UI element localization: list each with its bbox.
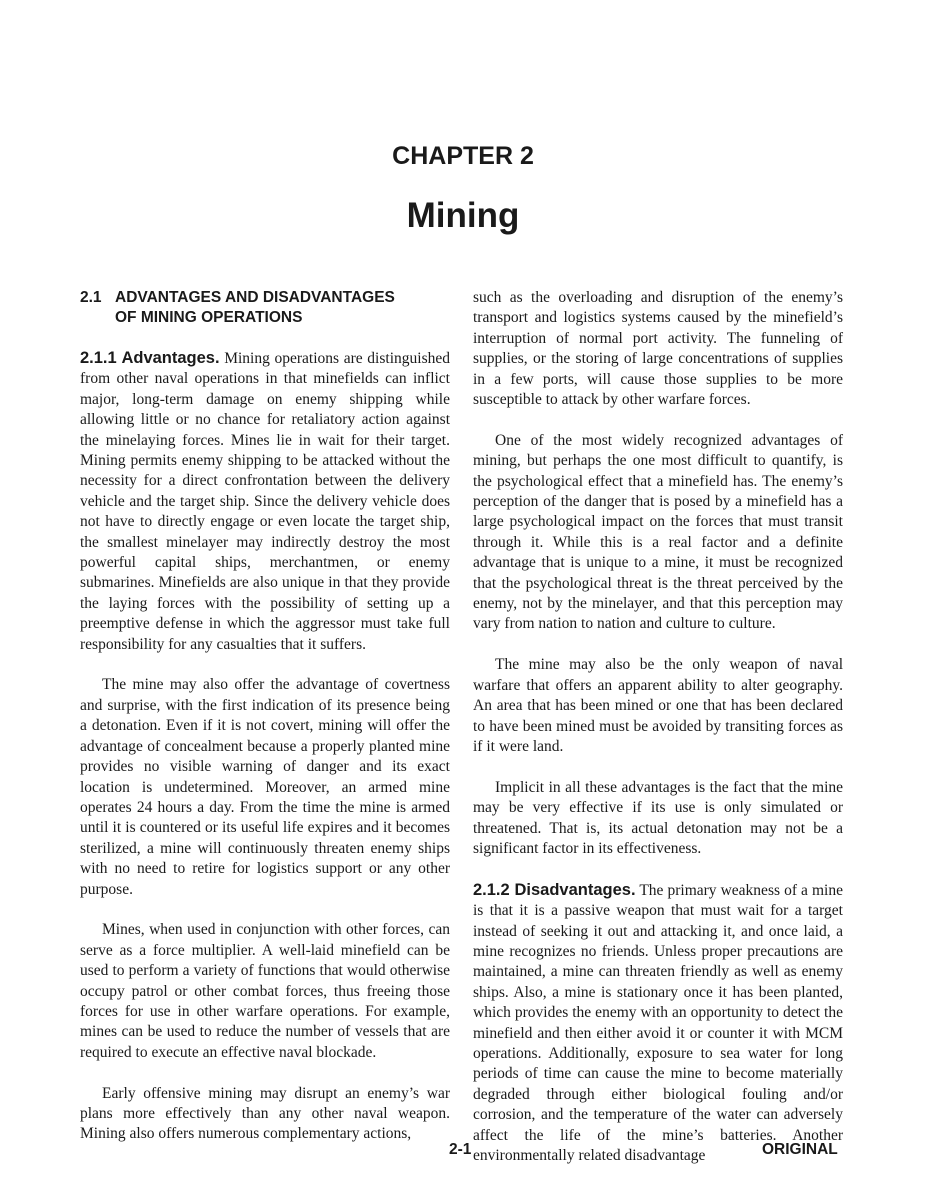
body-paragraph: Mines, when used in conjunction with other forces, can serve as a force multiplier. A well-laid minefield can be used to perform a variety of functions that would otherwise occupy patrol or other combat forces, thus freeing those forces for use in other warfare operations. For example, mines can be used to reduce the number of vessels that are required to execute an effective naval blockade.	[80, 921, 450, 1061]
chapter-label: CHAPTER 2	[392, 142, 534, 170]
disadvantages-heading: 2.1.2 Disadvantages.	[473, 880, 636, 899]
document-status: ORIGINAL	[762, 1141, 838, 1158]
chapter-title: Mining	[406, 196, 520, 235]
left-column	[80, 288, 450, 1165]
continuation-paragraph: such as the overloading and disruption of the enemy’s transport and logistics systems caused by the minefield’s interruption of normal port activity. The funneling of supplies, or the storing of large concentrations of supplies in a few ports, will cause those supplies to be more susceptible to attack by other warfare forces.	[473, 289, 843, 409]
body-paragraph: One of the most widely recognized advantages of mining, but perhaps the one most difficult to quantify, is the psychological effect that a minefield has. The enemy’s perception of the danger that is posed by a minefield has a large psychological impact on the forces that must transit through it. While this is a real factor and a definite advantage that is unique to a mine, it must be recognized that the psychological threat is the threat perceived by the enemy, not by the minelayer, and that this perception may vary from nation to nation and culture to culture.	[473, 431, 843, 633]
body-paragraph: Implicit in all these advantages is the fact that the mine may be very effective if its use is only simulated or threatened. That is, its actual detonation may not be a significant factor in its effectiveness.	[473, 778, 843, 857]
section-title-line1: ADVANTAGES AND DISADVANTAGES	[115, 289, 395, 306]
disadvantages-paragraph	[473, 880, 843, 1167]
disadvantages-text: The primary weakness of a mine is that it is a passive weapon that must wait for a target instead of seeking it out and attacking it, and once laid, a mine recognizes no friends. Unless proper precautions are maintained, a mine can threaten friendly as well as enemy ships. Also, a mine is stationary once it has been planted, which provides the enemy with an opportunity to detect the minefield and then either avoid it or counter it with MCM operations. Additionally, exposure to sea water for long periods of time can cause the mine to become materially degraded through either biological fouling and/or corrosion, and the temperature of the water can adversely affect the life of the mine’s batteries. Another environmentally related disadvantage	[473, 881, 843, 1164]
page-number: 2-1	[449, 1141, 472, 1158]
section-heading	[80, 288, 450, 328]
body-paragraph: Early offensive mining may disrupt an enemy’s war plans more effectively than any other naval weapon. Mining also offers numerous complementary actions,	[80, 1084, 450, 1143]
advantages-paragraph	[80, 348, 450, 655]
advantages-text: Mining operations are distinguished from other naval operations in that minefields can inflict major, long-term damage on enemy shipping while allowing little or no chance for retaliatory action against the minelaying forces. Mines lie in wait for their target. Mining permits enemy shipping to be attacked without the necessity for a direct confrontation between the delivery vehicle and the target ship. Since the delivery vehicle does not have to directly engage or even locate the target ship, the smallest minelayer may indirectly destroy the most powerful capital ships, merchantmen, or enemy submarines. Minefields are also unique in that they provide the laying forces with the possibility of setting up a preemptive defense in which the aggressor must take full responsibility for any casualties that it suffers.	[80, 350, 450, 653]
advantages-heading: 2.1.1 Advantages.	[80, 349, 220, 367]
body-paragraph: The mine may also offer the advantage of covertness and surprise, with the first indication of its presence being a detonation. Even if it is not covert, mining will offer the advantage of concealment because a properly planted mine provides no visible warning of danger and its exact location is undetermined. Moreover, an armed mine operates 24 hours a day. From the time the mine is armed until it is countered or its useful life expires and it becomes sterilized, a mine will continuously threaten enemy ships with no need to retire for logistics support or any other purpose.	[80, 676, 450, 898]
section-number: 2.1	[80, 289, 102, 306]
section-title-line2: OF MINING OPERATIONS	[115, 309, 303, 326]
body-paragraph: The mine may also be the only weapon of naval warfare that offers an apparent ability to alter geography. An area that has been mined or one that has been declared to have been mined must be avoided by transiting forces as if it were land.	[473, 656, 843, 755]
right-column	[473, 288, 843, 1187]
